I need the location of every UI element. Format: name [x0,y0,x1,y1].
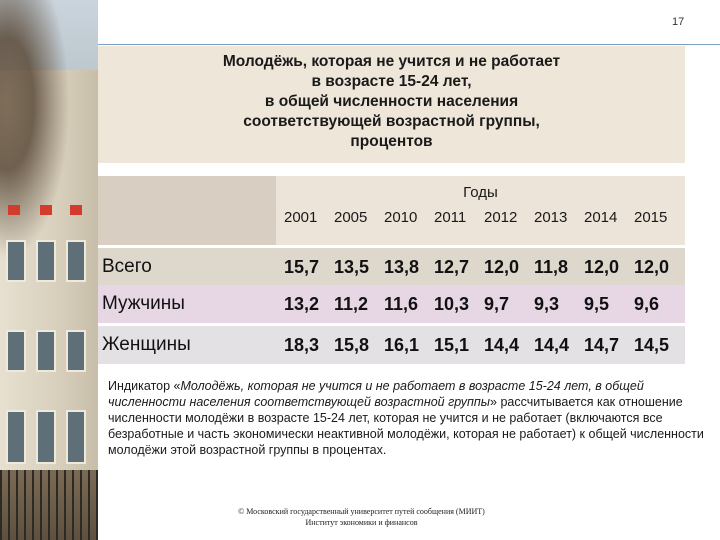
page-number: 17 [672,16,685,28]
building-window [6,410,26,464]
table-cell: 12,0 [584,256,620,277]
table-cell: 14,7 [584,334,620,355]
year-label: 2010 [384,209,418,226]
year-label: 2012 [484,209,518,226]
building-photo [0,0,98,540]
building-window [66,240,86,282]
note-italic-text: Молодёжь, которая не учится и не работает в возрасте 15-24 лет, в общей численности населения соответствующей возрастной группы [108,379,644,409]
table-cell: 14,5 [634,334,670,355]
table-cell: 16,1 [384,334,420,355]
year-label: 2005 [334,209,368,226]
year-label: 2001 [284,209,318,226]
building-window [6,330,26,372]
table-cell: 9,7 [484,293,510,314]
footer-copyright: © Московский государственный университет путей сообщения (МИИТ) [238,507,485,516]
years-row [284,209,684,226]
table-cell: 9,5 [584,293,610,314]
building-window [36,240,56,282]
red-flag [40,205,52,215]
table-cell: 12,0 [484,256,520,277]
title-box [98,46,685,163]
title-line: в общей численности населения [264,93,519,110]
table-cell: 14,4 [484,334,520,355]
building-window [66,330,86,372]
table-cell: 11,8 [534,256,569,277]
row-values [276,257,684,278]
title-line: Молодёжь, которая не учится и не работает [222,53,561,70]
top-divider [98,44,720,45]
table-cell: 13,8 [384,256,420,277]
years-header-cell [276,176,685,245]
row-label: Всего [98,256,276,278]
table-cell: 12,0 [634,256,670,277]
table-cell: 15,7 [284,256,320,277]
table-row [98,248,685,286]
building-window [6,240,26,282]
table-cell: 9,6 [634,293,660,314]
row-values [276,294,684,315]
year-label: 2011 [434,209,467,226]
years-header: Годы [463,184,498,201]
row-label: Женщины [102,334,191,355]
table-cell: 15,1 [434,334,470,355]
table-cell: 11,2 [334,293,369,314]
table-cell: 11,6 [384,293,419,314]
table-cell: 12,7 [434,256,470,277]
building-window [66,410,86,464]
table-cell: 9,3 [534,293,560,314]
table-corner-cell [98,176,276,245]
table-cell: 10,3 [434,293,470,314]
table-row [98,326,685,364]
row-label: Мужчины [102,293,185,314]
row-values [276,335,684,356]
footer-institute: Институт экономики и финансов [305,518,418,527]
title-line: соответствующей возрастной группы, [243,113,540,130]
year-label: 2013 [534,209,568,226]
tree-branches [0,0,70,260]
year-label: 2015 [634,209,668,226]
table-cell: 14,4 [534,334,570,355]
footer [98,506,625,528]
table-cell: 13,2 [284,293,320,314]
year-label: 2014 [584,209,618,226]
table-row [98,285,685,323]
title-line: в возрасте 15-24 лет, [311,73,472,90]
building-window [36,330,56,372]
red-flag [70,205,82,215]
red-flag [8,205,20,215]
fence [0,470,98,540]
table-cell: 15,8 [334,334,370,355]
note-text: » рассчитывается как отношение численности молодёжи в возрасте 15-24 лет, которая не учится и не работает (включаются все безработные и часть экономически неактивной молодёжи, которая не работает) к общей численности молодёжи этой возрастной группы в процентах. [108,395,704,457]
slide-title [98,52,685,152]
table-cell: 18,3 [284,334,320,355]
note-prefix: Индикатор « [108,379,181,393]
title-line: процентов [350,133,433,150]
indicator-note [108,378,708,458]
table-cell: 13,5 [334,256,370,277]
building-window [36,410,56,464]
